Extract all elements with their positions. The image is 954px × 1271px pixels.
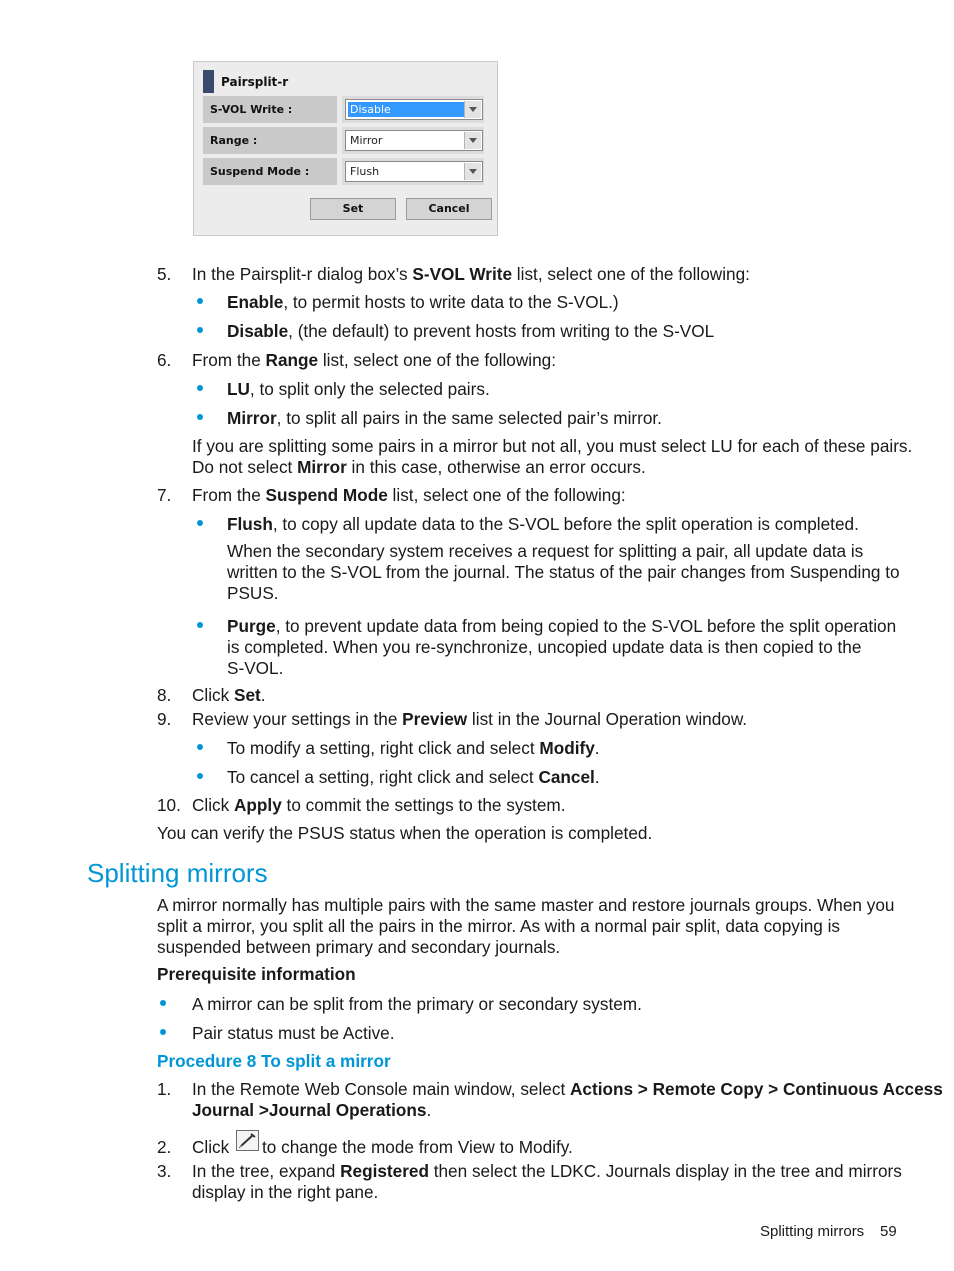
step-10-text: [192, 795, 565, 816]
bold-term: Purge: [227, 616, 276, 636]
text-run: list, select one of the following:: [387, 485, 626, 505]
step-number: 7.: [157, 485, 172, 505]
step-number: 8.: [157, 685, 172, 705]
paragraph-line: PSUS.: [227, 583, 279, 603]
bold-term: Registered: [340, 1161, 429, 1181]
list-item: Pair status must be Active.: [192, 1023, 395, 1043]
bold-term: Mirror: [227, 408, 277, 428]
list-item: A mirror can be split from the primary or secondary system.: [192, 994, 642, 1014]
bullet-icon: [197, 327, 203, 333]
step-5-text: [192, 264, 750, 285]
text-run: .: [594, 767, 600, 787]
bullet-icon: [197, 520, 203, 526]
text-run: list in the Journal Operation window.: [467, 709, 748, 729]
text-run: In the tree, expand: [192, 1161, 341, 1181]
text-run: in this case, otherwise an error occurs.: [346, 457, 646, 477]
text-run: , to permit hosts to write data to the S-VOL.): [283, 292, 619, 312]
text-run: .: [594, 738, 600, 758]
chevron-down-icon[interactable]: [464, 132, 481, 149]
bold-term: Modify: [539, 738, 595, 758]
bold-term: S-VOL Write: [412, 264, 513, 284]
list-item: [227, 379, 490, 400]
suspend-mode-label: Suspend Mode :: [203, 158, 337, 185]
bullet-icon: [197, 744, 203, 750]
bullet-icon: [197, 622, 203, 628]
svol-write-field: [342, 96, 484, 123]
procedure-step-2-rest: to change the mode from View to Modify.: [262, 1137, 573, 1157]
section-heading: Splitting mirrors: [87, 858, 268, 888]
list-item: [227, 514, 859, 535]
range-value: Mirror: [350, 134, 383, 147]
bold-term: Journal >Journal Operations: [192, 1100, 427, 1120]
step-number: 6.: [157, 350, 172, 370]
text-run: then select the LDKC. Journals display in the tree and mirrors: [428, 1161, 902, 1181]
paragraph-line: written to the S-VOL from the journal. The status of the pair changes from Suspending to: [227, 562, 900, 582]
text-run: Do not select: [192, 457, 298, 477]
text-run: list, select one of the following:: [318, 350, 556, 370]
text-run: .: [260, 685, 266, 705]
range-label: Range :: [203, 127, 337, 154]
step-6-text: [192, 350, 556, 371]
step-number: 1.: [157, 1079, 172, 1099]
svol-write-select[interactable]: [345, 99, 483, 120]
bold-term: Mirror: [297, 457, 347, 477]
set-button[interactable]: Set: [310, 198, 396, 220]
dialog-title-marker: [203, 70, 214, 93]
bullet-icon: [197, 414, 203, 420]
pencil-icon: [237, 1131, 258, 1150]
cancel-button[interactable]: Cancel: [406, 198, 492, 220]
bold-term: LU: [227, 379, 250, 399]
bold-term: Flush: [227, 514, 273, 534]
step-8-text: [192, 685, 266, 706]
text-run: From the: [192, 485, 266, 505]
dialog-title: Pairsplit-r: [221, 75, 289, 89]
list-item: [227, 408, 662, 429]
text-run: Review your settings in the: [192, 709, 403, 729]
pairsplit-r-dialog: [193, 61, 498, 236]
suspend-mode-field: [342, 158, 484, 185]
bold-term: Actions > Remote Copy > Continuous Access: [570, 1079, 943, 1099]
range-field: [342, 127, 484, 154]
paragraph-line: is completed. When you re-synchronize, uncopied update data is then copied to the: [227, 637, 862, 657]
list-item: [227, 767, 600, 788]
footer-section: Splitting mirrors: [760, 1223, 865, 1240]
text-run: In the Remote Web Console main window, select: [192, 1079, 570, 1099]
prereq-title: Prerequisite information: [157, 964, 356, 984]
bold-term: Cancel: [538, 767, 595, 787]
text-run: , to prevent update data from being copied to the S-VOL before the split operation: [275, 616, 897, 636]
bullet-icon: [197, 385, 203, 391]
text-run: list, select one of the following:: [512, 264, 750, 284]
intro-line: suspended between primary and secondary journals.: [157, 937, 561, 957]
list-item: [227, 292, 619, 313]
procedure-step-1: [192, 1079, 943, 1100]
step-6-note: [192, 457, 646, 478]
text-run: to commit the settings to the system.: [281, 795, 566, 815]
step-9-text: [192, 709, 747, 730]
chevron-down-icon[interactable]: [464, 163, 481, 180]
svol-write-label: S-VOL Write :: [203, 96, 337, 123]
suspend-mode-value: Flush: [350, 165, 380, 178]
step-number: 2.: [157, 1137, 172, 1157]
bullet-icon: [197, 298, 203, 304]
step-number: 9.: [157, 709, 172, 729]
text-run: , to copy all update data to the S-VOL before the split operation is completed.: [272, 514, 859, 534]
procedure-title: Procedure 8 To split a mirror: [157, 1051, 391, 1071]
bold-term: Disable: [227, 321, 289, 341]
svol-write-value: Disable: [348, 102, 465, 117]
bold-term: Enable: [227, 292, 284, 312]
text-run: , (the default) to prevent hosts from writing to the S-VOL: [288, 321, 715, 341]
step-number: 10.: [157, 795, 181, 815]
bold-term: Preview: [402, 709, 468, 729]
text-run: , to split only the selected pairs.: [249, 379, 490, 399]
bold-term: Range: [265, 350, 319, 370]
step-number: 3.: [157, 1161, 172, 1181]
intro-line: A mirror normally has multiple pairs with the same master and restore journals groups. When you: [157, 895, 895, 915]
suspend-mode-select[interactable]: [345, 161, 483, 182]
bullet-icon: [160, 1029, 166, 1035]
intro-line: split a mirror, you split all the pairs in the mirror. As with a normal pair split, data copying is: [157, 916, 840, 936]
paragraph-line: When the secondary system receives a request for splitting a pair, all update data is: [227, 541, 864, 561]
bullet-icon: [197, 773, 203, 779]
text-run: To modify a setting, right click and select: [227, 738, 540, 758]
bold-term: Suspend Mode: [265, 485, 388, 505]
text-run: In the Pairsplit-r dialog box’s: [192, 264, 413, 284]
procedure-step-3: [192, 1161, 902, 1182]
paragraph-line: S-VOL.: [227, 658, 284, 678]
list-item: [227, 321, 714, 342]
list-item: [227, 738, 600, 759]
step-number: 5.: [157, 264, 172, 284]
list-item: [227, 616, 896, 637]
step-6-note: If you are splitting some pairs in a mirror but not all, you must select LU for each of these pairs.: [192, 436, 913, 456]
page-number: 59: [880, 1223, 897, 1240]
bold-term: Apply: [234, 795, 282, 815]
verify-text: You can verify the PSUS status when the operation is completed.: [157, 823, 653, 843]
text-run: Click: [192, 685, 235, 705]
bullet-icon: [160, 1000, 166, 1006]
step-7-text: [192, 485, 626, 506]
chevron-down-icon[interactable]: [464, 101, 481, 118]
text-run: From the: [192, 350, 266, 370]
bold-term: Set: [234, 685, 261, 705]
procedure-step-1-cont: [192, 1100, 431, 1121]
text-run: .: [426, 1100, 432, 1120]
procedure-step-2: Click: [192, 1137, 230, 1157]
procedure-step-3-cont: display in the right pane.: [192, 1182, 379, 1202]
text-run: To cancel a setting, right click and select: [227, 767, 539, 787]
modify-mode-icon[interactable]: [236, 1130, 259, 1151]
range-select[interactable]: [345, 130, 483, 151]
text-run: Click: [192, 795, 235, 815]
text-run: , to split all pairs in the same selected pair’s mirror.: [276, 408, 662, 428]
